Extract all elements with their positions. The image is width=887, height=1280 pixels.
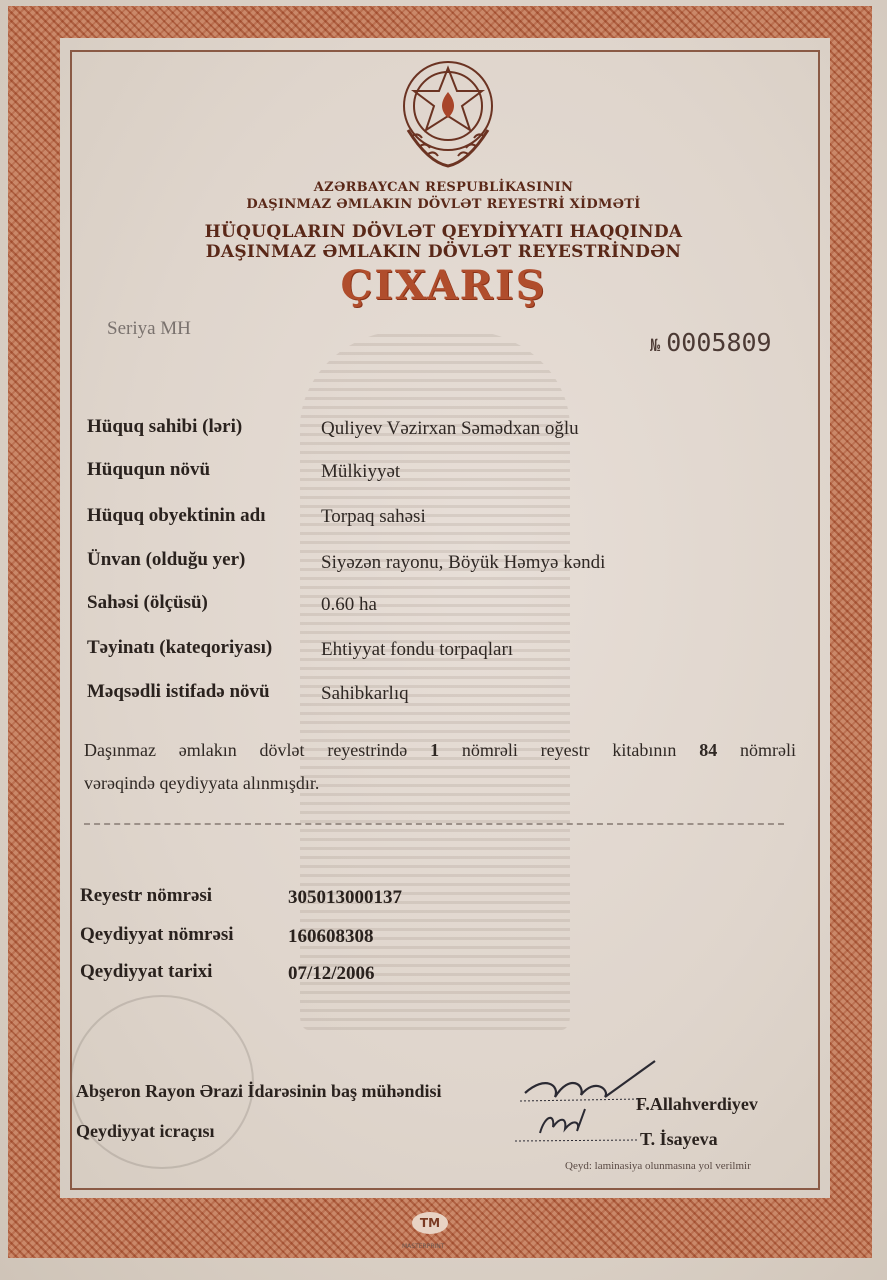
field-value-owner: Quliyev Vəzirxan Səmədxan oğlu bbox=[321, 418, 579, 439]
statement-part-3: nömrəli bbox=[740, 740, 797, 760]
registration-number-label: Qeydiyyat nömrəsi bbox=[80, 924, 234, 945]
field-value-right-type: Mülkiyyət bbox=[321, 461, 401, 482]
field-label-address: Ünvan (olduğu yer) bbox=[87, 549, 246, 570]
field-label-usage: Məqsədli istifadə növü bbox=[87, 681, 270, 702]
registration-date-value: 07/12/2006 bbox=[288, 963, 375, 984]
field-value-area: 0.60 ha bbox=[321, 594, 377, 615]
field-value-address: Siyəzən rayonu, Böyük Həmyə kəndi bbox=[321, 552, 606, 573]
registrar-signature bbox=[515, 1105, 640, 1145]
field-label-object-name: Hüquq obyektinin adı bbox=[87, 505, 266, 526]
registration-statement bbox=[84, 740, 796, 761]
header-line-2: DAŞINMAZ ƏMLAKIN DÖVLƏT REYESTRİ XİDMƏTİ bbox=[246, 197, 641, 212]
dashed-divider bbox=[84, 823, 784, 825]
registrar-name: T. İsayeva bbox=[640, 1129, 718, 1149]
field-value-usage: Sahibkarlıq bbox=[321, 683, 409, 704]
header-line-4: DAŞINMAZ ƏMLAKIN DÖVLƏT REYESTRİNDƏN bbox=[205, 242, 682, 262]
document-title: ÇIXARIŞ bbox=[340, 262, 547, 309]
engineer-signature bbox=[515, 1055, 660, 1110]
number-value: 0005809 bbox=[666, 328, 772, 357]
header-line-3: HÜQUQLARIN DÖVLƏT QEYDİYYATI HAQQINDA bbox=[204, 222, 683, 242]
registration-statement-line-2: vərəqində qeydiyyata alınmışdır. bbox=[84, 773, 320, 793]
registry-number-label: Reyestr nömrəsi bbox=[80, 885, 213, 906]
book-number: 1 bbox=[430, 740, 440, 760]
lamination-note: Qeyd: laminasiya olunmasına yol verilmir bbox=[565, 1160, 751, 1172]
field-label-area: Sahəsi (ölçüsü) bbox=[87, 592, 208, 613]
field-label-owner: Hüquq sahibi (ləri) bbox=[87, 416, 243, 437]
engineer-name: F.Allahverdiyev bbox=[636, 1094, 758, 1114]
number-sign: № bbox=[650, 336, 661, 356]
registration-date-label: Qeydiyyat tarixi bbox=[80, 961, 213, 982]
header-line-1: AZƏRBAYCAN RESPUBLİKASININ bbox=[313, 180, 574, 195]
printer-mark: MASTERPRINT bbox=[402, 1243, 445, 1250]
field-value-object-name: Torpaq sahəsi bbox=[321, 506, 426, 527]
field-value-category: Ehtiyyat fondu torpaqları bbox=[321, 639, 514, 660]
azerbaijan-emblem-icon bbox=[398, 58, 498, 170]
page-number: 84 bbox=[699, 740, 718, 760]
document-number bbox=[650, 328, 772, 357]
field-label-category: Təyinatı (kateqoriyası) bbox=[87, 637, 273, 658]
registration-number-value: 160608308 bbox=[288, 926, 374, 947]
trademark-badge: TM bbox=[412, 1212, 448, 1234]
engineer-role: Abşeron Rayon Ərazi İdarəsinin baş mühəndisi bbox=[76, 1081, 442, 1101]
field-label-right-type: Hüququn növü bbox=[87, 459, 211, 480]
registrar-role: Qeydiyyat icraçısı bbox=[76, 1121, 215, 1141]
statement-part-2: nömrəli reyestr kitabının bbox=[461, 740, 677, 760]
statement-part-1: Daşınmaz əmlakın dövlət reyestrində bbox=[84, 740, 408, 760]
registry-number-value: 305013000137 bbox=[288, 887, 402, 908]
series-label: Seriya MH bbox=[107, 318, 191, 339]
